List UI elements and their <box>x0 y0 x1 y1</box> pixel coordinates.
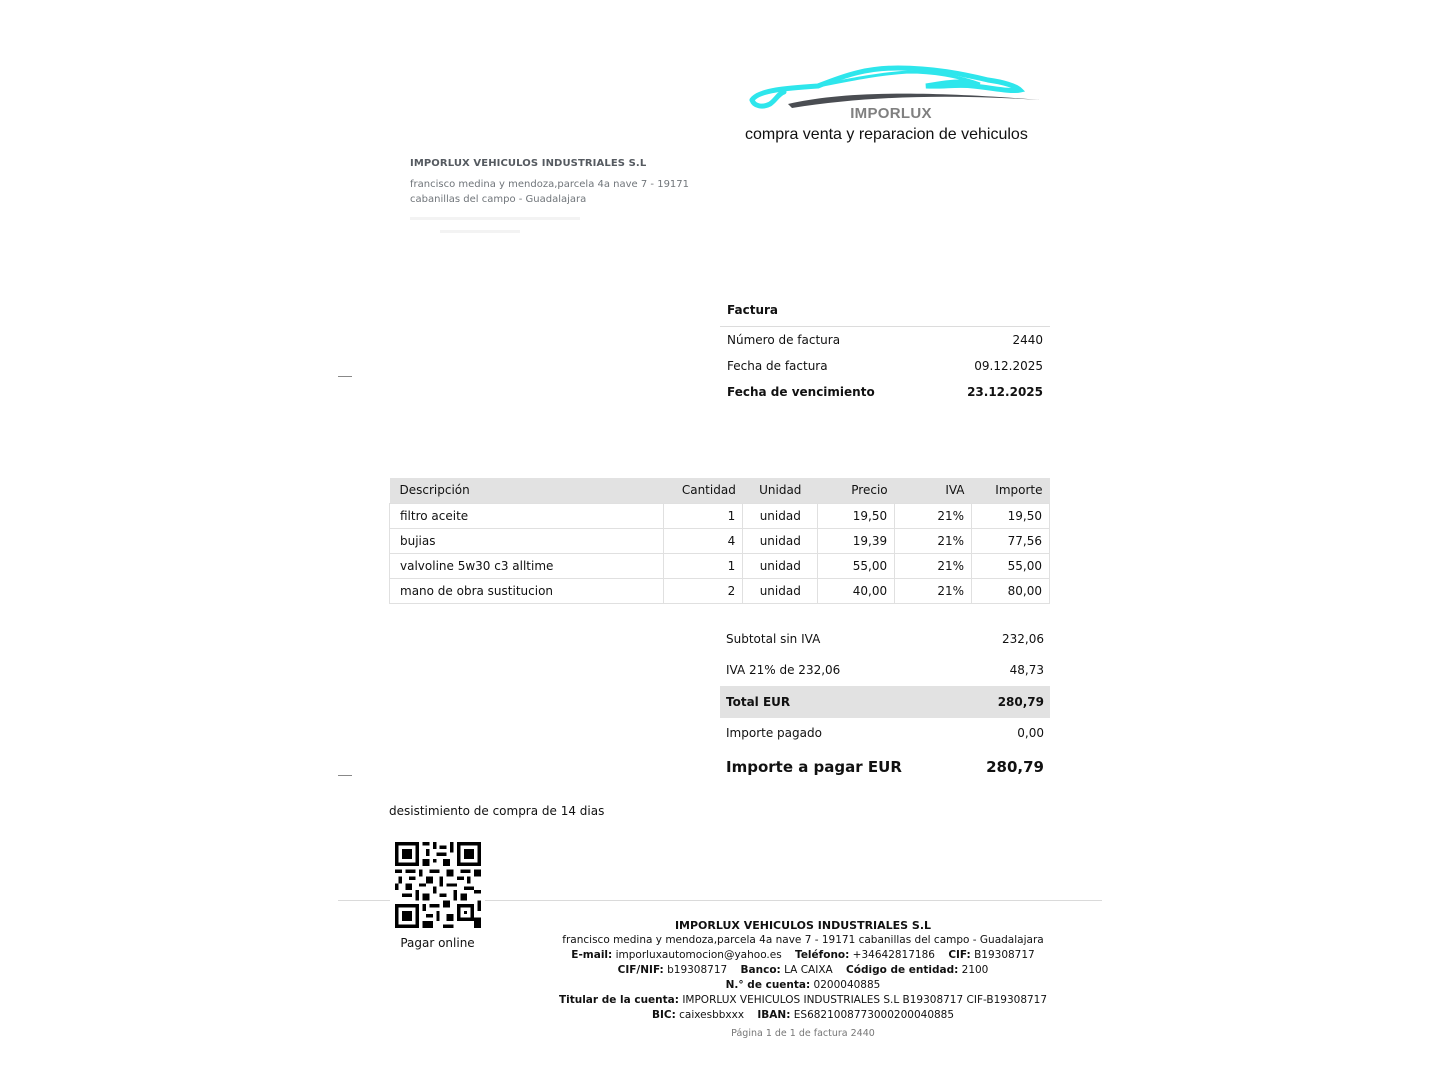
pay-online-qr[interactable] <box>390 840 485 950</box>
col-vat: IVA <box>895 478 972 503</box>
holder-label: Titular de la cuenta: <box>558 994 679 1006</box>
subtotal-value: 232,06 <box>1002 631 1044 646</box>
bank-value: LA CAIXA <box>784 964 833 976</box>
cell-vat: 21% <box>895 503 972 528</box>
sender-block <box>410 158 730 247</box>
due-date-row <box>720 379 1050 405</box>
entity-code-label: Código de entidad: <box>846 964 959 976</box>
col-unit: Unidad <box>743 478 818 503</box>
total-row <box>720 686 1050 718</box>
phone-label: Teléfono: <box>795 949 850 961</box>
cell-price: 55,00 <box>818 553 895 578</box>
cifnif-label: CIF/NIF: <box>617 964 664 976</box>
cell-vat: 21% <box>895 553 972 578</box>
table-row <box>390 503 1050 528</box>
meta-label: Fecha de vencimiento <box>727 385 875 399</box>
cell-unit: unidad <box>743 553 818 578</box>
iban-label: IBAN: <box>757 1009 791 1021</box>
paid-label: Importe pagado <box>726 726 822 741</box>
invoice-title: Factura <box>720 300 1050 327</box>
cell-vat: 21% <box>895 578 972 603</box>
footer-account-line <box>503 978 1103 993</box>
footer-company: IMPORLUX VEHICULOS INDUSTRIALES S.L <box>674 919 932 932</box>
logo-tagline: compra venta y reparacion de vehiculos <box>745 126 1028 143</box>
company-logo <box>740 58 1050 148</box>
total-label: Total EUR <box>726 694 791 709</box>
account-value: 0200040885 <box>813 979 881 991</box>
entity-code-value: 2100 <box>961 964 989 976</box>
cell-description: bujias <box>390 528 664 553</box>
cell-unit: unidad <box>743 503 818 528</box>
faded-recipient-text <box>410 217 580 247</box>
table-row <box>390 553 1050 578</box>
cell-amount: 19,50 <box>972 503 1050 528</box>
table-header-row <box>390 478 1050 503</box>
email-value: imporluxautomocion@yahoo.es <box>615 949 782 961</box>
account-label: N.° de cuenta: <box>725 979 811 991</box>
col-quantity: Cantidad <box>664 478 743 503</box>
total-value: 280,79 <box>997 694 1044 709</box>
vat-label: IVA 21% de 232,06 <box>726 663 841 678</box>
paid-row <box>720 718 1050 750</box>
vat-value: 48,73 <box>1009 663 1044 678</box>
cell-vat: 21% <box>895 528 972 553</box>
sender-address: francisco medina y mendoza,parcela 4a nave 7 - 19171 cabanillas del campo - Guadalajara <box>410 179 690 205</box>
bank-label: Banco: <box>740 964 781 976</box>
logo-brand: IMPORLUX <box>850 105 932 122</box>
cell-price: 40,00 <box>818 578 895 603</box>
cell-description: filtro aceite <box>390 503 664 528</box>
amount-due-row <box>720 749 1050 785</box>
qr-code-icon[interactable] <box>395 842 481 928</box>
col-amount: Importe <box>972 478 1050 503</box>
cell-quantity: 2 <box>664 578 743 603</box>
amount-due-label: Importe a pagar EUR <box>726 758 902 776</box>
table-row <box>390 528 1050 553</box>
cif-value: B19308717 <box>974 949 1035 961</box>
phone-value: +34642817186 <box>852 949 935 961</box>
fold-mark <box>338 775 352 776</box>
bic-label: BIC: <box>651 1009 676 1021</box>
cell-quantity: 1 <box>664 503 743 528</box>
cell-price: 19,39 <box>818 528 895 553</box>
amount-due-value: 280,79 <box>986 758 1044 776</box>
col-description: Descripción <box>390 478 664 503</box>
line-items-table <box>389 478 1050 604</box>
cell-amount: 80,00 <box>972 578 1050 603</box>
paid-value: 0,00 <box>1017 726 1044 741</box>
meta-label: Número de factura <box>727 333 841 347</box>
holder-value: IMPORLUX VEHICULOS INDUSTRIALES S.L B19308717 CIF-B19308717 <box>682 994 1048 1006</box>
cell-unit: unidad <box>743 528 818 553</box>
col-price: Precio <box>818 478 895 503</box>
footer <box>503 918 1103 1041</box>
subtotal-row <box>720 623 1050 655</box>
page-number: Página 1 de 1 de factura 2440 <box>731 1028 875 1039</box>
cell-unit: unidad <box>743 578 818 603</box>
vat-row <box>720 655 1050 687</box>
footer-iban-line <box>503 1008 1103 1023</box>
pay-online-label[interactable]: Pagar online <box>400 936 475 950</box>
meta-value: 09.12.2025 <box>974 359 1043 373</box>
cifnif-value: b19308717 <box>667 964 728 976</box>
footer-holder-line <box>503 993 1103 1008</box>
table-row <box>390 578 1050 603</box>
subtotal-label: Subtotal sin IVA <box>726 631 821 646</box>
footer-address: francisco medina y mendoza,parcela 4a nave 7 - 19171 cabanillas del campo - Guadalajara <box>562 934 1044 946</box>
invoice-date-row <box>720 353 1050 379</box>
fold-mark <box>338 376 352 377</box>
invoice-number-row <box>720 327 1050 353</box>
cell-description: valvoline 5w30 c3 alltime <box>390 553 664 578</box>
cell-price: 19,50 <box>818 503 895 528</box>
invoice-meta <box>720 300 1050 405</box>
meta-label: Fecha de factura <box>727 359 828 373</box>
meta-value: 2440 <box>1012 333 1043 347</box>
cell-quantity: 1 <box>664 553 743 578</box>
iban-value: ES6821008773000200040885 <box>793 1009 955 1021</box>
cif-label: CIF: <box>948 949 971 961</box>
bic-value: caixesbbxxx <box>679 1009 745 1021</box>
cell-amount: 55,00 <box>972 553 1050 578</box>
cell-amount: 77,56 <box>972 528 1050 553</box>
cell-quantity: 4 <box>664 528 743 553</box>
footer-contact-line <box>503 948 1103 963</box>
withdrawal-note: desistimiento de compra de 14 dias <box>389 804 605 818</box>
footer-bank-line <box>503 963 1103 978</box>
car-silhouette-icon <box>748 60 1043 110</box>
email-label: E-mail: <box>571 949 613 961</box>
totals-block <box>720 623 1050 785</box>
cell-description: mano de obra sustitucion <box>390 578 664 603</box>
meta-value: 23.12.2025 <box>967 385 1043 399</box>
sender-name: IMPORLUX VEHICULOS INDUSTRIALES S.L <box>410 158 647 169</box>
